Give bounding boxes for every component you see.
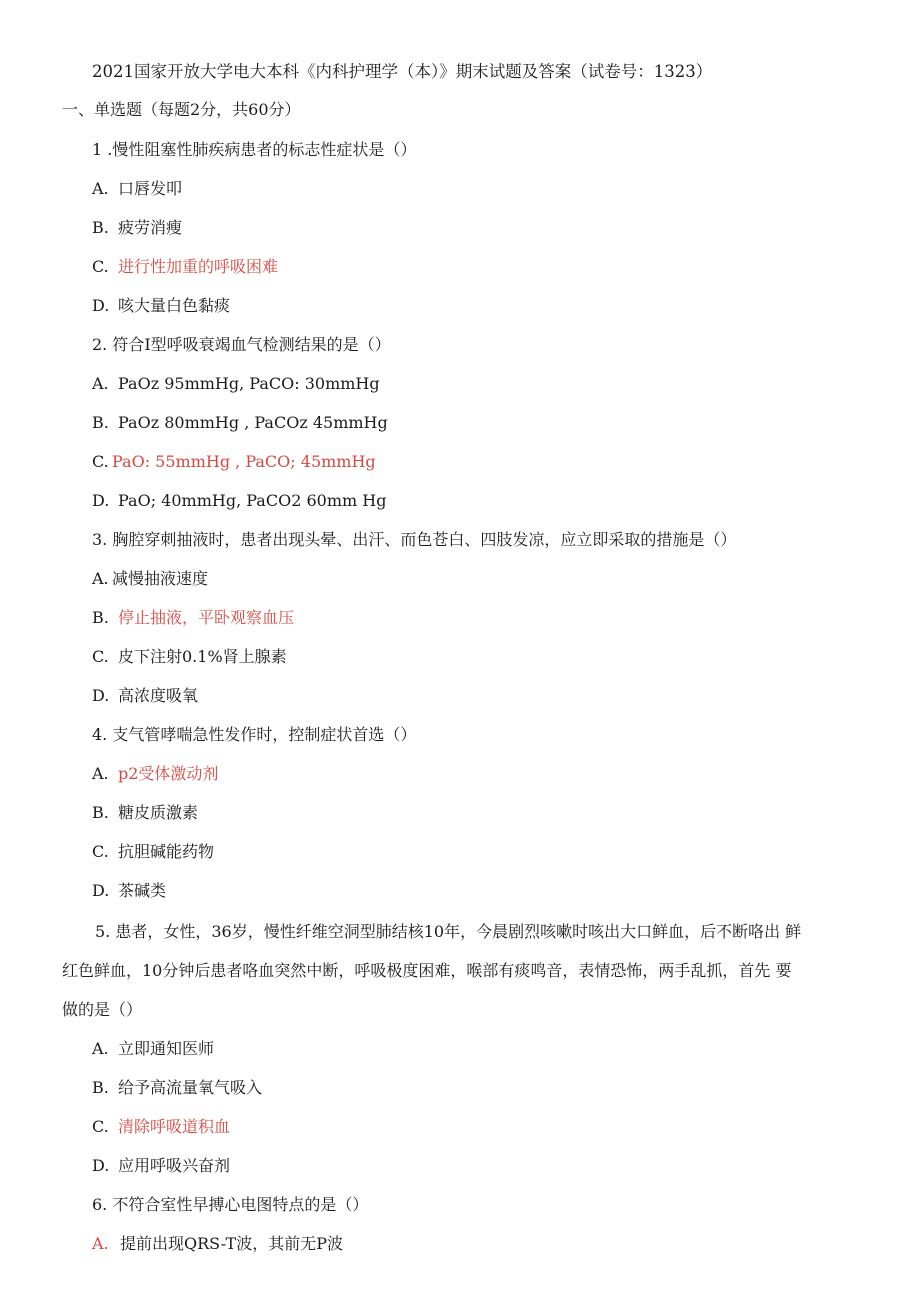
option-6a: A. 提前出现QRS-T波，其前无P波 xyxy=(92,1234,343,1253)
option-5b: B. 给予高流量氧气吸入 xyxy=(92,1078,263,1097)
question-stem-3: 3. 胸腔穿刺抽液时，患者出现头晕、出汗、而色苍白、四肢发凉，应立即采取的措施是（） xyxy=(92,530,737,549)
option-4d: D. 茶碱类 xyxy=(92,881,167,900)
option-3d: D. 高浓度吸氧 xyxy=(92,686,199,705)
option-1a: A. 口唇发叩 xyxy=(92,179,183,198)
option-3a: A. 减慢抽液速度 xyxy=(92,569,209,588)
question-stem-5-line2: 红色鲜血，10分钟后患者咯血突然中断，呼吸极度困难，喉部有痰鸣音，表情恐怖，两手乱抓，首先 要 xyxy=(62,961,792,980)
option-2a: A. PaOz 95mmHg, PaCO: 30mmHg xyxy=(92,374,380,393)
question-stem-2: 2. 符合I型呼吸衰竭血气检测结果的是（） xyxy=(92,335,391,354)
question-stem-5-line3: 做的是（） xyxy=(62,1000,143,1019)
option-4a-answer: A. p2受体激动剂 xyxy=(92,764,219,783)
option-5d: D. 应用呼吸兴奋剂 xyxy=(92,1156,231,1175)
question-stem-1: 1 .慢性阻塞性肺疾病患者的标志性症状是（） xyxy=(92,140,417,159)
option-2b: B. PaOz 80mmHg , PaCOz 45mmHg xyxy=(92,413,388,432)
option-3c: C. 皮下注射0.1%肾上腺素 xyxy=(92,647,287,666)
section-heading: 一、单选题（每题2分，共60分） xyxy=(62,100,301,119)
option-3b-answer: B. 停止抽液，平卧观察血压 xyxy=(92,608,295,627)
question-stem-4: 4. 支气管哮喘急性发作时，控制症状首选（） xyxy=(92,725,417,744)
option-1d: D. 咳大量白色黏痰 xyxy=(92,296,231,315)
page-title: 2021国家开放大学电大本科《内科护理学（本）》期末试题及答案（试卷号：1323） xyxy=(92,62,713,81)
option-4c: C. 抗胆碱能药物 xyxy=(92,842,215,861)
option-2d: D. PaO; 40mmHg, PaCO2 60mm Hg xyxy=(92,491,387,510)
option-1b: B. 疲劳消瘦 xyxy=(92,218,183,237)
option-4b: B. 糖皮质激素 xyxy=(92,803,199,822)
option-5a: A. 立即通知医师 xyxy=(92,1039,215,1058)
question-stem-5-line1: 5. 患者，女性，36岁，慢性纤维空洞型肺结核10年，今晨剧烈咳嗽时咳出大口鲜血，后不断咯出 鲜 xyxy=(95,922,802,941)
option-1c-answer: C. 进行性加重的呼吸困难 xyxy=(92,257,279,276)
question-stem-6: 6. 不符合室性早搏心电图特点的是（） xyxy=(92,1195,369,1214)
option-5c-answer: C. 清除呼吸道积血 xyxy=(92,1117,231,1136)
option-2c-answer: C. PaO: 55mmHg , PaCO; 45mmHg xyxy=(92,452,376,471)
